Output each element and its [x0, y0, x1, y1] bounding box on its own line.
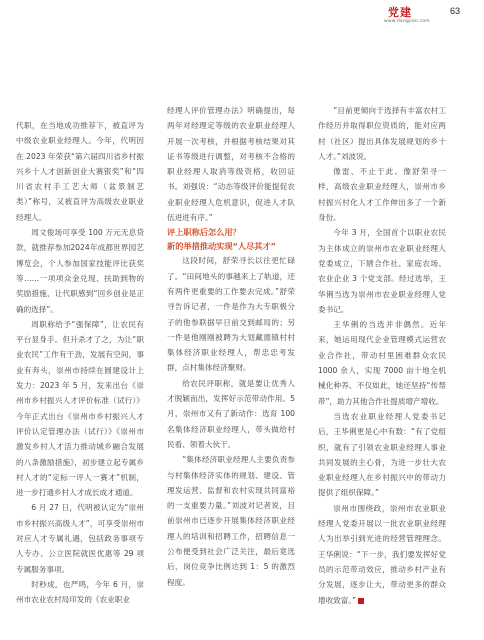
paragraph: 周文俊场可享受 100 万元无息贷款，就推荐参加2024年成都世界园艺博览会，个人参加国家技能评比获奖等……一项项众金兑现、扶助到物的奖励措施、让代职感到“回乡创业是正确的选择”。 [16, 228, 144, 314]
column-3 [318, 103, 446, 608]
paragraph: 时秒成，也严鸣，今年 6 月，崇州市农业农村局印发的《农业职业 [16, 579, 144, 605]
paragraph: 代职，在当地成功推荐下，被直评为中级农业职业经理人。今年，代明因在 2023 年荣获“第六届四川省乡村振兴乡十人才创新创业大赛银奖”和“四川省农村手工艺大师（盆景制艺类）”称号，又被直评为高级农业职业经理人。 [16, 121, 144, 222]
page-header [0, 0, 484, 34]
paragraph: “集体经济职业经理人主要负责参与村集体经济实体的规划、建设、管理发运营、监督和农村实现共同富裕的一支重要力量。”刘波对记者说，目前崇州市已逐步开展集体经济职业经理人的培训和招聘工作，招聘信息一公布便受到社会广泛关注，最后竟选后，岗位竞争比例达到 1：5 的激烈程度。 [167, 455, 295, 587]
section-heading: 评上职称后怎么用？ [167, 227, 241, 238]
paragraph: 给农民评职称，就是要让优秀人才脱颖而出，发挥好示范带动作用。5 月，崇州市又有了新动作：选育 100 名集体经济职业经理人，带头做给村民看、领着大伙干。 [167, 378, 295, 449]
paragraph: 王华俐的当选并非偶然。近年来，她运用现代企业管理模式运营农业合作社，带动村里困难群众农民 1000 余人，实现 7000 亩十地全机械化种养、不仅如此，她还坚持“传帮带”，助力其他合作社提质增产增收。 [318, 320, 446, 406]
section-heading: 新的举措推动实现“人尽其才” [167, 241, 277, 252]
paragraph: “目前更倾向于选择有丰富农村工作经历并取得职位资质的，能对应两村（社区）提出具体发展规划的乡十人才。”刘波说。 [318, 106, 446, 161]
paragraph: 经理人评价管理办法》明确提出，每两年对经理定等级的农业职业经理人开展一次考核，并根据考核结果对其证书等级进行调整，对考核不合格的职业经理人取消等级资格，收回证书。刘强说：“动态等级评价能提促农业职业经理人危机意识，促进人才队伍进进有序。” [167, 106, 295, 223]
paragraph-last [318, 501, 446, 608]
paragraph: 这段时间，舒荣寻长以往更忙碌了。“田间地头的事越来上了轨道，还有两件更重要的工作要去完成。”舒荣寻告诉记者，一件是作为大专职极分子的他参联据早日前交到邮局的；另一件是他刚刚被聘为大划藏德镇村村集体经济职业经理人，帮忠忠考发群，点村集体经济聚财。 [167, 256, 295, 373]
paragraph-text: 崇州市围绕政，崇州市农业职业经理人党委开展以一批农业职业经理人为出举引到光进的经营管理理念。王华俐说：“下一步，我们要发挥好党员的示范带动效应，推动乡村产业有分发展，逐步让大，带动更多的群众增收致富。” [318, 503, 446, 605]
paragraph: 像雷、不止于此。像舒荣寻一样，高级农业职业经理人，崇州市乡村振兴村化人才工作伸出多了一个新身份。 [318, 167, 446, 223]
magazine-url: www.dangjian.com [384, 19, 430, 24]
end-mark-icon [358, 598, 364, 604]
paragraph: 当选农业职业经理人党委书记后，王华俐更是心中有数：“有了党组织，就有了引领农业职业经理人事业共同发展的主心骨，为进一步壮大农业职业经理人在乡村振兴中的带动力提供了组织保障。” [318, 411, 446, 498]
magazine-logo: 党建 [388, 6, 412, 19]
paragraph: 6 月 27 日，代明被认定为“崇州市乡村振兴高级人才”，可享受崇州市对应人才专属礼遇，包括政务事项专人专办、公立医院就医优惠等 29 项专属服务事项。 [16, 503, 144, 574]
column-2 [167, 103, 295, 590]
page-number: 63 [450, 6, 461, 16]
column-1 [16, 118, 144, 608]
paragraph: 周职称给予“强保障”，让农民有平台显身手。但升杀才了之，为让“职业农民”工作有干劲，发展有空间，事业有奔头，崇州市持续在圆建设计上发力：2023 年 5 月，发来出台《崇州市乡村振兴人才评价标准（试行）》今年正式出台《崇州市乡村振兴人才评价认定管理办法（试行）》《崇州市激发乡村人才活力推动城乡融合发展的八条激励措施》，初步建立起专属乡村人才的“定标一评人一赛才”机制，进一步打通乡村人才成长成才通道。 [16, 319, 144, 498]
paragraph: 今年 3 月，全国首个以职业农民为主体成立的崇州市农业职业经理人党委成立，下辖合作社、家庭农场、农业企业 3 个党支部。经过选举，王华俐当选为崇州市农业职业经理人党委书记。 [318, 228, 446, 314]
